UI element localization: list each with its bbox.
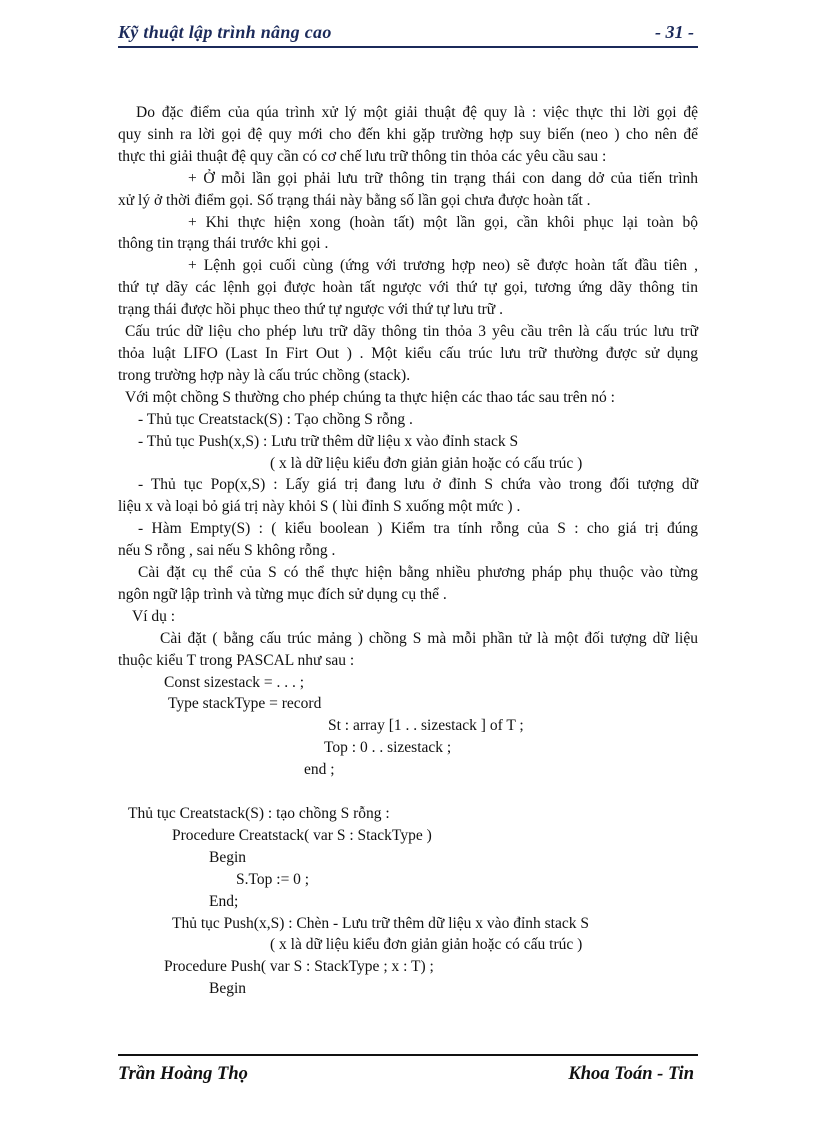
paragraph-line: Do đặc điểm của qúa trình xử lý một giải thuật đệ quy là : việc thực thi lời gọi đệ — [136, 104, 698, 121]
paragraph-line: quy sinh ra lời gọi đệ quy mới cho đến khi gặp trường hợp suy biến (neo ) cho nên để — [118, 125, 698, 143]
code-line: Const sizestack = . . . ; — [164, 673, 305, 691]
code-line: Procedure Push( var S : StackType ; x : T) ; — [164, 958, 434, 976]
blank-line — [118, 781, 698, 803]
paragraph-line: trong trường hợp này là cấu trúc chồng (stack). — [118, 366, 411, 384]
code-line: Begin — [209, 980, 247, 998]
code-line: Procedure Creatstack( var S : StackType ) — [172, 826, 432, 844]
list-item: - Thủ tục Pop(x,S) : Lấy giá trị đang lưu ở đỉnh S chứa vào trong đối tượng dữ — [138, 476, 698, 494]
footer-author: Trần Hoàng Thọ — [118, 1064, 248, 1084]
page-footer — [118, 1054, 698, 1084]
code-line: Type stackType = record — [168, 695, 322, 713]
page-header — [118, 22, 698, 48]
paragraph-line: trạng thái được hồi phục theo thứ tự ngược với thứ tự lưu trữ . — [118, 301, 503, 319]
paragraph-line: thực thi giải thuật đệ quy cần có cơ chế lưu trữ thông tin thỏa các yêu cầu sau : — [118, 147, 607, 165]
code-line: S.Top := 0 ; — [236, 870, 310, 888]
header-title: Kỹ thuật lập trình nâng cao — [118, 22, 332, 42]
code-line: Begin — [209, 848, 247, 866]
paragraph-line: + Ở mỗi lần gọi phải lưu trữ thông tin trạng thái con dang dở của tiến trình — [188, 169, 698, 187]
paragraph-line: thứ tự dãy các lệnh gọi được hoàn tất ngược với thứ tự gọi, tương ứng dãy thông tin — [118, 279, 698, 297]
paragraph-line: + Lệnh gọi cuối cùng (ứng với trương hợp neo) sẽ được hoàn tất đầu tiên , — [188, 257, 698, 275]
paragraph-line: Cài đặt cụ thể của S có thể thực hiện bằng nhiều phương pháp phụ thuộc vào từng — [138, 564, 698, 582]
paragraph-line: thỏa luật LIFO (Last In Firt Out ) . Một kiểu cấu trúc lưu trữ thường được sử dụng — [118, 344, 698, 362]
list-item: - Thủ tục Creatstack(S) : Tạo chồng S rỗng . — [138, 410, 413, 428]
example-label: Ví dụ : — [132, 607, 176, 625]
code-line: Top : 0 . . sizestack ; — [324, 739, 452, 757]
paragraph-line: Thủ tục Push(x,S) : Chèn - Lưu trữ thêm dữ liệu x vào đỉnh stack S — [172, 914, 589, 932]
list-item-note: ( x là dữ liệu kiểu đơn giản giản hoặc có cấu trúc ) — [270, 454, 583, 472]
paragraph-line: Cài đặt ( bằng cấu trúc mảng ) chồng S mà mỗi phần tử là một đối tượng dữ liệu — [160, 629, 698, 647]
code-line: end ; — [304, 761, 335, 779]
list-item-continued: nếu S rỗng , sai nếu S không rỗng . — [118, 542, 336, 560]
paragraph-line: thông tin trạng thái trước khi gọi . — [118, 235, 329, 253]
code-line: St : array [1 . . sizestack ] of T ; — [328, 717, 524, 735]
paragraph-line: ngôn ngữ lập trình và từng mục đích sử dụng cụ thể . — [118, 585, 447, 603]
paragraph-line: ( x là dữ liệu kiểu đơn giản giản hoặc có cấu trúc ) — [270, 936, 583, 954]
page-body — [118, 102, 698, 1000]
paragraph-line: Với một chồng S thường cho phép chúng ta thực hiện các thao tác sau trên nó : — [125, 388, 615, 406]
list-item: - Hàm Empty(S) : ( kiểu boolean ) Kiểm tra tính rỗng của S : cho giá trị đúng — [138, 520, 698, 538]
page-number: - 31 - — [655, 22, 694, 42]
paragraph-line: xử lý ở thời điểm gọi. Số trạng thái này bằng số lần gọi chưa được hoàn tất . — [118, 191, 591, 209]
list-item: - Thủ tục Push(x,S) : Lưu trữ thêm dữ liệu x vào đỉnh stack S — [138, 432, 519, 450]
list-item-continued: liệu x và loại bỏ giá trị này khỏi S ( lùi đỉnh S xuống một mức ) . — [118, 498, 521, 516]
paragraph-line: Thủ tục Creatstack(S) : tạo chồng S rỗng : — [128, 804, 390, 822]
paragraph-line: + Khi thực hiện xong (hoàn tất) một lần gọi, cần khôi phục lại toàn bộ — [188, 213, 698, 231]
paragraph-line: Cấu trúc dữ liệu cho phép lưu trữ dãy thông tin thỏa 3 yêu cầu trên là cấu trúc lưu trữ — [125, 323, 698, 341]
footer-department: Khoa Toán - Tin — [568, 1064, 694, 1084]
paragraph-line: thuộc kiểu T trong PASCAL như sau : — [118, 651, 355, 669]
code-line: End; — [209, 892, 239, 910]
